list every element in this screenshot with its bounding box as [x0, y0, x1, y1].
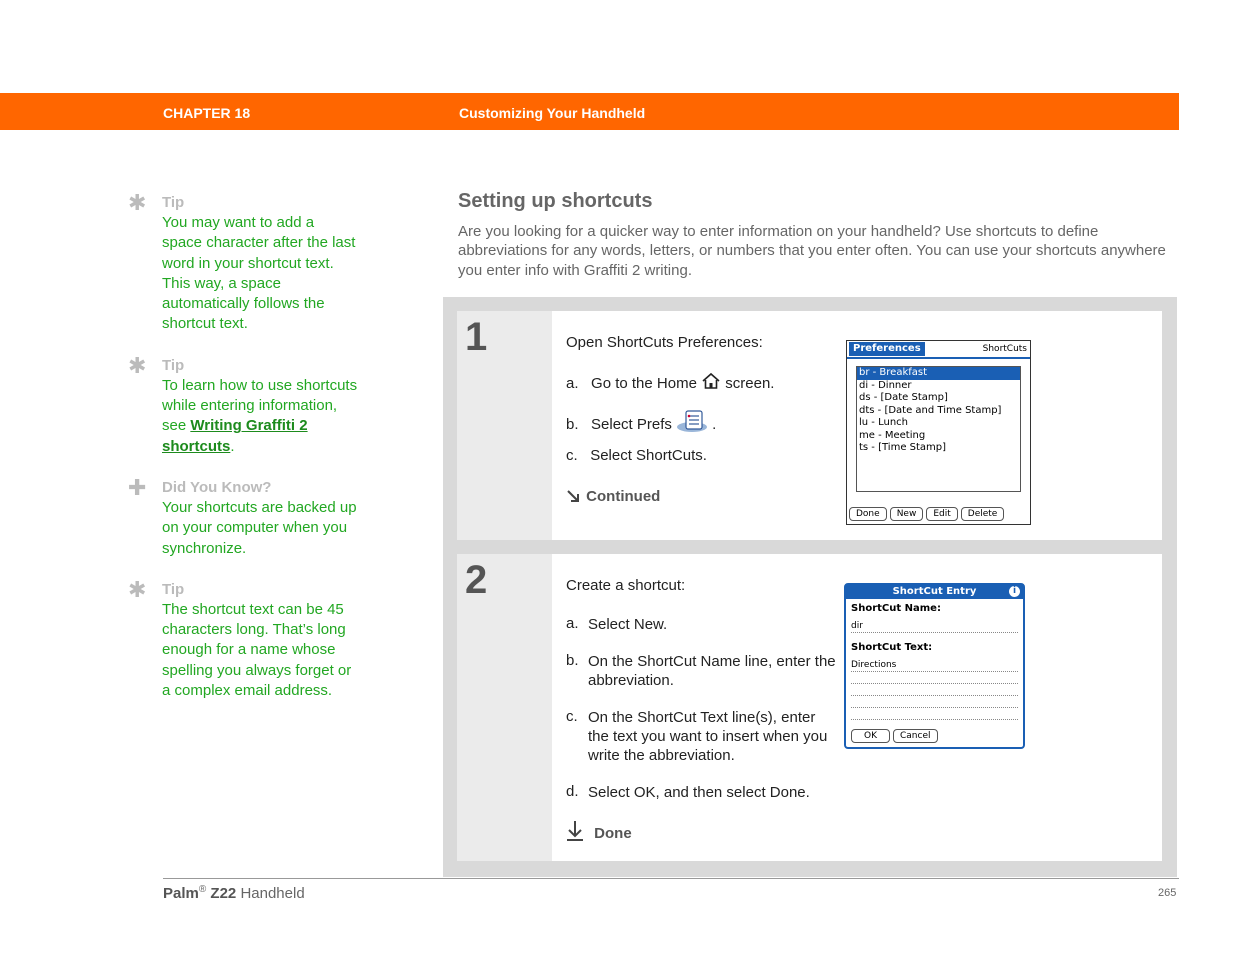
delete-button[interactable]: Delete — [961, 507, 1005, 521]
step-number: 1 — [465, 315, 488, 359]
substep-text: Go to the Home — [591, 375, 697, 392]
substep-label: c. — [566, 708, 578, 725]
tip-block — [128, 576, 358, 701]
tip-text-before: To learn how to use shortcuts while entering information, see — [162, 376, 358, 435]
continued-label: Continued — [586, 488, 661, 505]
asterisk-icon: ✱ — [128, 352, 147, 378]
footer-product-name: Handheld — [240, 885, 305, 902]
done-button[interactable]: Done — [849, 507, 887, 521]
substep-label: d. — [566, 783, 579, 800]
info-icon[interactable]: i — [1009, 586, 1020, 597]
chapter-label: CHAPTER 18 — [163, 105, 251, 121]
dialog-buttons — [851, 729, 941, 743]
preferences-tab[interactable]: Preferences — [849, 342, 925, 356]
substep-a — [566, 372, 774, 392]
tip-heading: Tip — [162, 580, 185, 598]
substep-text: On the ShortCut Name line, enter the abbreviation. — [588, 653, 836, 689]
tip-text — [162, 376, 358, 457]
home-icon — [701, 372, 721, 390]
tip-text: The shortcut text can be 45 characters long. That’s long enough for a name whose spelling you always forget or a complex email address. — [162, 600, 352, 700]
prefs-buttons — [849, 507, 1007, 521]
prefs-tab-bar — [847, 341, 1030, 359]
substep-text-after: screen. — [725, 375, 775, 392]
section-title: Setting up shortcuts — [458, 190, 653, 212]
prefs-icon — [676, 409, 712, 433]
footer-brand: Palm — [163, 885, 199, 902]
text-line — [851, 695, 1018, 696]
tip-block — [128, 190, 358, 335]
footer-product — [163, 884, 305, 902]
dialog-title-bar — [846, 585, 1023, 599]
shortcut-entry-dialog — [844, 583, 1025, 749]
continued-indicator — [566, 488, 660, 505]
tip-text: You may want to add a space character after the last word in your shortcut text. This way, a space automatically follows the shortcut text. — [162, 214, 356, 333]
tip-text-after: . — [230, 437, 235, 455]
cancel-button[interactable]: Cancel — [893, 729, 938, 743]
list-item[interactable]: me - Meeting — [859, 429, 926, 441]
footer-rule — [163, 878, 1179, 879]
done-indicator — [566, 820, 632, 842]
chapter-title: Customizing Your Handheld — [459, 105, 646, 121]
substep-text-after: . — [712, 416, 717, 433]
step-lead: Create a shortcut: — [566, 577, 686, 594]
sidebar-tips — [128, 190, 358, 722]
new-button[interactable]: New — [890, 507, 924, 521]
section-intro: Are you looking for a quicker way to enter information on your handheld? Use shortcuts to define abbreviations for any words, letters, or numbers that you enter often. You can use your shortcuts anywhere you enter info with Graffiti 2 writing. — [458, 223, 1166, 279]
step-1 — [457, 311, 1162, 540]
shortcut-name-label: ShortCut Name: — [851, 603, 941, 614]
shortcuts-prefs-screen — [846, 340, 1031, 525]
shortcut-list[interactable] — [856, 366, 1021, 492]
substep-label: b. — [566, 652, 579, 669]
tip-heading: Tip — [162, 194, 185, 211]
shortcuts-category[interactable]: ShortCuts — [982, 344, 1027, 354]
did-you-know-heading: Did You Know? — [162, 478, 272, 496]
plus-icon: ✚ — [128, 474, 147, 500]
substep-text: Select ShortCuts. — [590, 447, 707, 464]
list-item[interactable]: di - Dinner — [859, 379, 912, 391]
substep-label: a. — [566, 615, 579, 632]
step-lead: Open ShortCuts Preferences: — [566, 334, 763, 351]
list-item[interactable]: ts - [Time Stamp] — [859, 442, 947, 453]
arrow-done-icon — [566, 820, 584, 842]
shortcut-text-field[interactable]: Directions — [851, 660, 897, 670]
did-you-know-block — [128, 474, 358, 559]
edit-button[interactable]: Edit — [926, 507, 957, 521]
substep-label: a. — [566, 375, 579, 392]
dialog-title: ShortCut Entry — [892, 586, 977, 597]
text-line — [851, 719, 1018, 720]
did-you-know-text: Your shortcuts are backed up on your computer when you synchronize. — [162, 498, 357, 557]
ok-button[interactable]: OK — [851, 729, 890, 743]
step-2 — [457, 554, 1162, 861]
writing-graffiti-link[interactable]: Writing Graffiti 2 shortcuts — [162, 417, 308, 455]
chapter-header-bar — [0, 93, 1179, 130]
tip-heading: Tip — [162, 356, 185, 374]
substep-text: Select Prefs — [591, 416, 672, 433]
substep-b — [566, 409, 716, 433]
page-number: 265 — [1158, 887, 1177, 899]
tip-block — [128, 352, 358, 457]
text-line — [851, 683, 1018, 684]
substep-text: Select OK, and then select Done. — [588, 784, 810, 801]
text-line — [851, 707, 1018, 708]
substep-text: Select New. — [588, 616, 668, 633]
asterisk-icon: ✱ — [128, 576, 147, 602]
substep-c — [566, 447, 707, 464]
name-line — [851, 632, 1018, 633]
substep-label: c. — [566, 447, 578, 464]
substep-label: b. — [566, 416, 579, 433]
shortcut-text-label: ShortCut Text: — [851, 642, 933, 653]
list-item[interactable]: lu - Lunch — [859, 417, 908, 428]
list-item[interactable]: ds - [Date Stamp] — [859, 392, 948, 403]
footer-reg-mark: ® — [198, 884, 207, 895]
list-item[interactable]: dts - [Date and Time Stamp] — [859, 404, 1002, 416]
text-line — [851, 671, 1018, 672]
shortcut-name-field[interactable]: dir — [851, 621, 863, 631]
footer-model: Z22 — [210, 885, 237, 902]
step-number: 2 — [465, 558, 488, 602]
asterisk-icon: ✱ — [128, 190, 147, 215]
list-item[interactable]: br - Breakfast — [857, 367, 1020, 380]
substep-text: On the ShortCut Text line(s), enter the text you want to insert when you write the abbreviation. — [588, 709, 828, 764]
done-label: Done — [594, 825, 632, 842]
arrow-continued-icon — [566, 489, 582, 503]
